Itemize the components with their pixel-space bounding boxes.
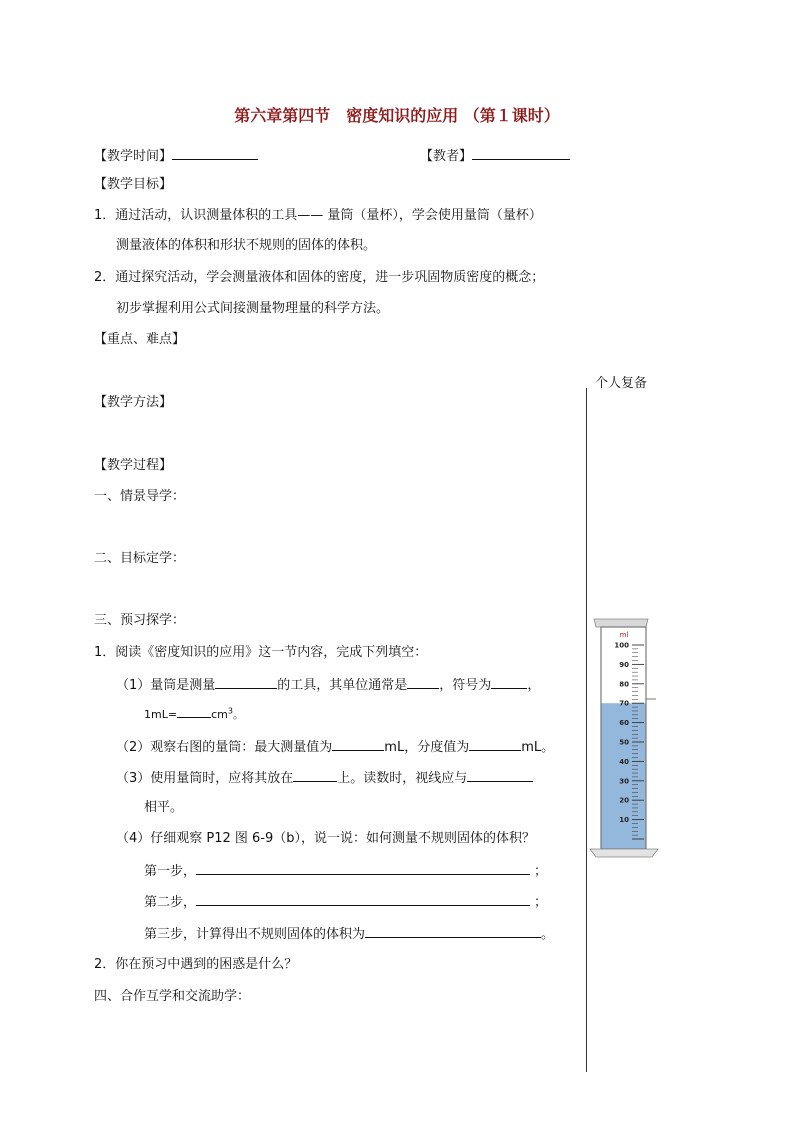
scale-label: 40 — [619, 757, 629, 766]
fill-line-1 — [116, 676, 540, 694]
objective-1-line-2: 测量液体的体积和形状不规则的固体的体积。 — [116, 238, 377, 253]
fill-line-ml-conversion — [144, 707, 244, 723]
cylinder-unit: ml — [619, 631, 629, 639]
fill-text: mL，分度值为 — [384, 740, 470, 755]
graduated-cylinder-svg — [588, 615, 660, 860]
scale-label: 50 — [619, 738, 629, 747]
preview-question-2: 2．你在预习中遇到的困惑是什么？ — [94, 957, 298, 972]
fill-text: 。 — [232, 708, 244, 721]
fill-text: （3）使用量筒时，应将其放在 — [116, 771, 294, 786]
fill-text: ，符号为 — [439, 678, 492, 693]
scale-label: 10 — [619, 816, 629, 825]
objective-2-line-1: 2．通过探究活动，学会测量液体和固体的密度，进一步巩固物质密度的概念； — [94, 270, 545, 285]
process-heading: 【教学过程】 — [94, 458, 173, 473]
step-3-row — [144, 925, 554, 943]
teaching-time-label: 【教学时间】 — [94, 149, 173, 164]
fill-text: 上。读数时，视线应与 — [337, 771, 468, 786]
blank-step-2[interactable] — [196, 893, 530, 906]
section-1-heading: 一、情景导学： — [94, 489, 186, 504]
side-note-label: 个人复备 — [595, 376, 648, 391]
blank-sight-line[interactable] — [467, 769, 533, 782]
key-points-heading: 【重点、难点】 — [94, 332, 186, 347]
step-label: 第二步， — [144, 895, 197, 910]
section-4-heading: 四、合作互学和交流助学： — [94, 989, 251, 1004]
preview-question-1: 1．阅读《密度知识的应用》这一节内容，完成下列填空： — [94, 645, 428, 660]
fill-text: ； — [534, 864, 548, 879]
scale-label: 20 — [619, 796, 629, 805]
step-1-row — [144, 862, 547, 880]
teacher-label: 【教者】 — [420, 149, 473, 164]
superscript: 3 — [227, 706, 233, 716]
blank-step-3[interactable] — [365, 925, 541, 938]
teaching-time-blank[interactable] — [172, 147, 258, 160]
section-3-heading: 三、预习探学： — [94, 613, 186, 628]
blank-ml-to-cm3[interactable] — [177, 707, 211, 718]
fill-text: 1mL= — [144, 708, 178, 721]
blank-unit[interactable] — [407, 676, 439, 689]
fill-text: （2）观察右图的量筒：最大测量值为 — [116, 740, 333, 755]
fill-line-3 — [116, 769, 533, 787]
fill-line-3-cont: 相平。 — [144, 800, 184, 815]
fill-text: 。 — [541, 927, 555, 942]
scale-label: 70 — [619, 699, 629, 708]
scale-label: 60 — [619, 719, 629, 728]
step-2-row — [144, 893, 547, 911]
fill-text: cm — [211, 708, 228, 721]
graduated-cylinder-figure — [588, 615, 660, 864]
blank-measure-purpose[interactable] — [215, 676, 277, 689]
fill-text: 的工具，其单位通常是 — [277, 678, 408, 693]
method-heading: 【教学方法】 — [94, 395, 173, 410]
blank-division-value[interactable] — [469, 738, 521, 751]
fill-text: ； — [534, 895, 548, 910]
blank-max-value[interactable] — [332, 738, 384, 751]
step-label: 第三步，计算得出不规则固体的体积为 — [144, 927, 366, 942]
scale-label: 80 — [619, 680, 629, 689]
objective-1-line-1: 1．通过活动，认识测量体积的工具—— 量筒（量杯），学会使用量筒（量杯） — [94, 208, 542, 223]
teacher-row — [420, 147, 570, 165]
blank-placement[interactable] — [293, 769, 337, 782]
section-2-heading: 二、目标定学： — [94, 551, 186, 566]
scale-label: 90 — [619, 660, 629, 669]
fill-text: ， — [527, 678, 541, 693]
teacher-blank[interactable] — [472, 147, 570, 160]
blank-step-1[interactable] — [196, 862, 530, 875]
teaching-time-row — [94, 147, 258, 165]
fill-line-2 — [116, 738, 554, 756]
scale-label: 100 — [614, 641, 629, 650]
objectives-heading: 【教学目标】 — [94, 177, 173, 192]
margin-divider-line — [586, 388, 587, 1072]
blank-symbol[interactable] — [491, 676, 527, 689]
objective-2-line-2: 初步掌握利用公式间接测量物理量的科学方法。 — [116, 301, 390, 316]
scale-label: 30 — [619, 777, 629, 786]
fill-text: （1）量筒是测量 — [116, 678, 216, 693]
step-label: 第一步， — [144, 864, 197, 879]
fill-text: mL。 — [521, 740, 555, 755]
page-title: 第六章第四节 密度知识的应用 （第１课时） — [234, 106, 560, 125]
fill-line-4: （4）仔细观察 P12 图 6-9（b），说一说：如何测量不规则固体的体积？ — [116, 831, 536, 846]
